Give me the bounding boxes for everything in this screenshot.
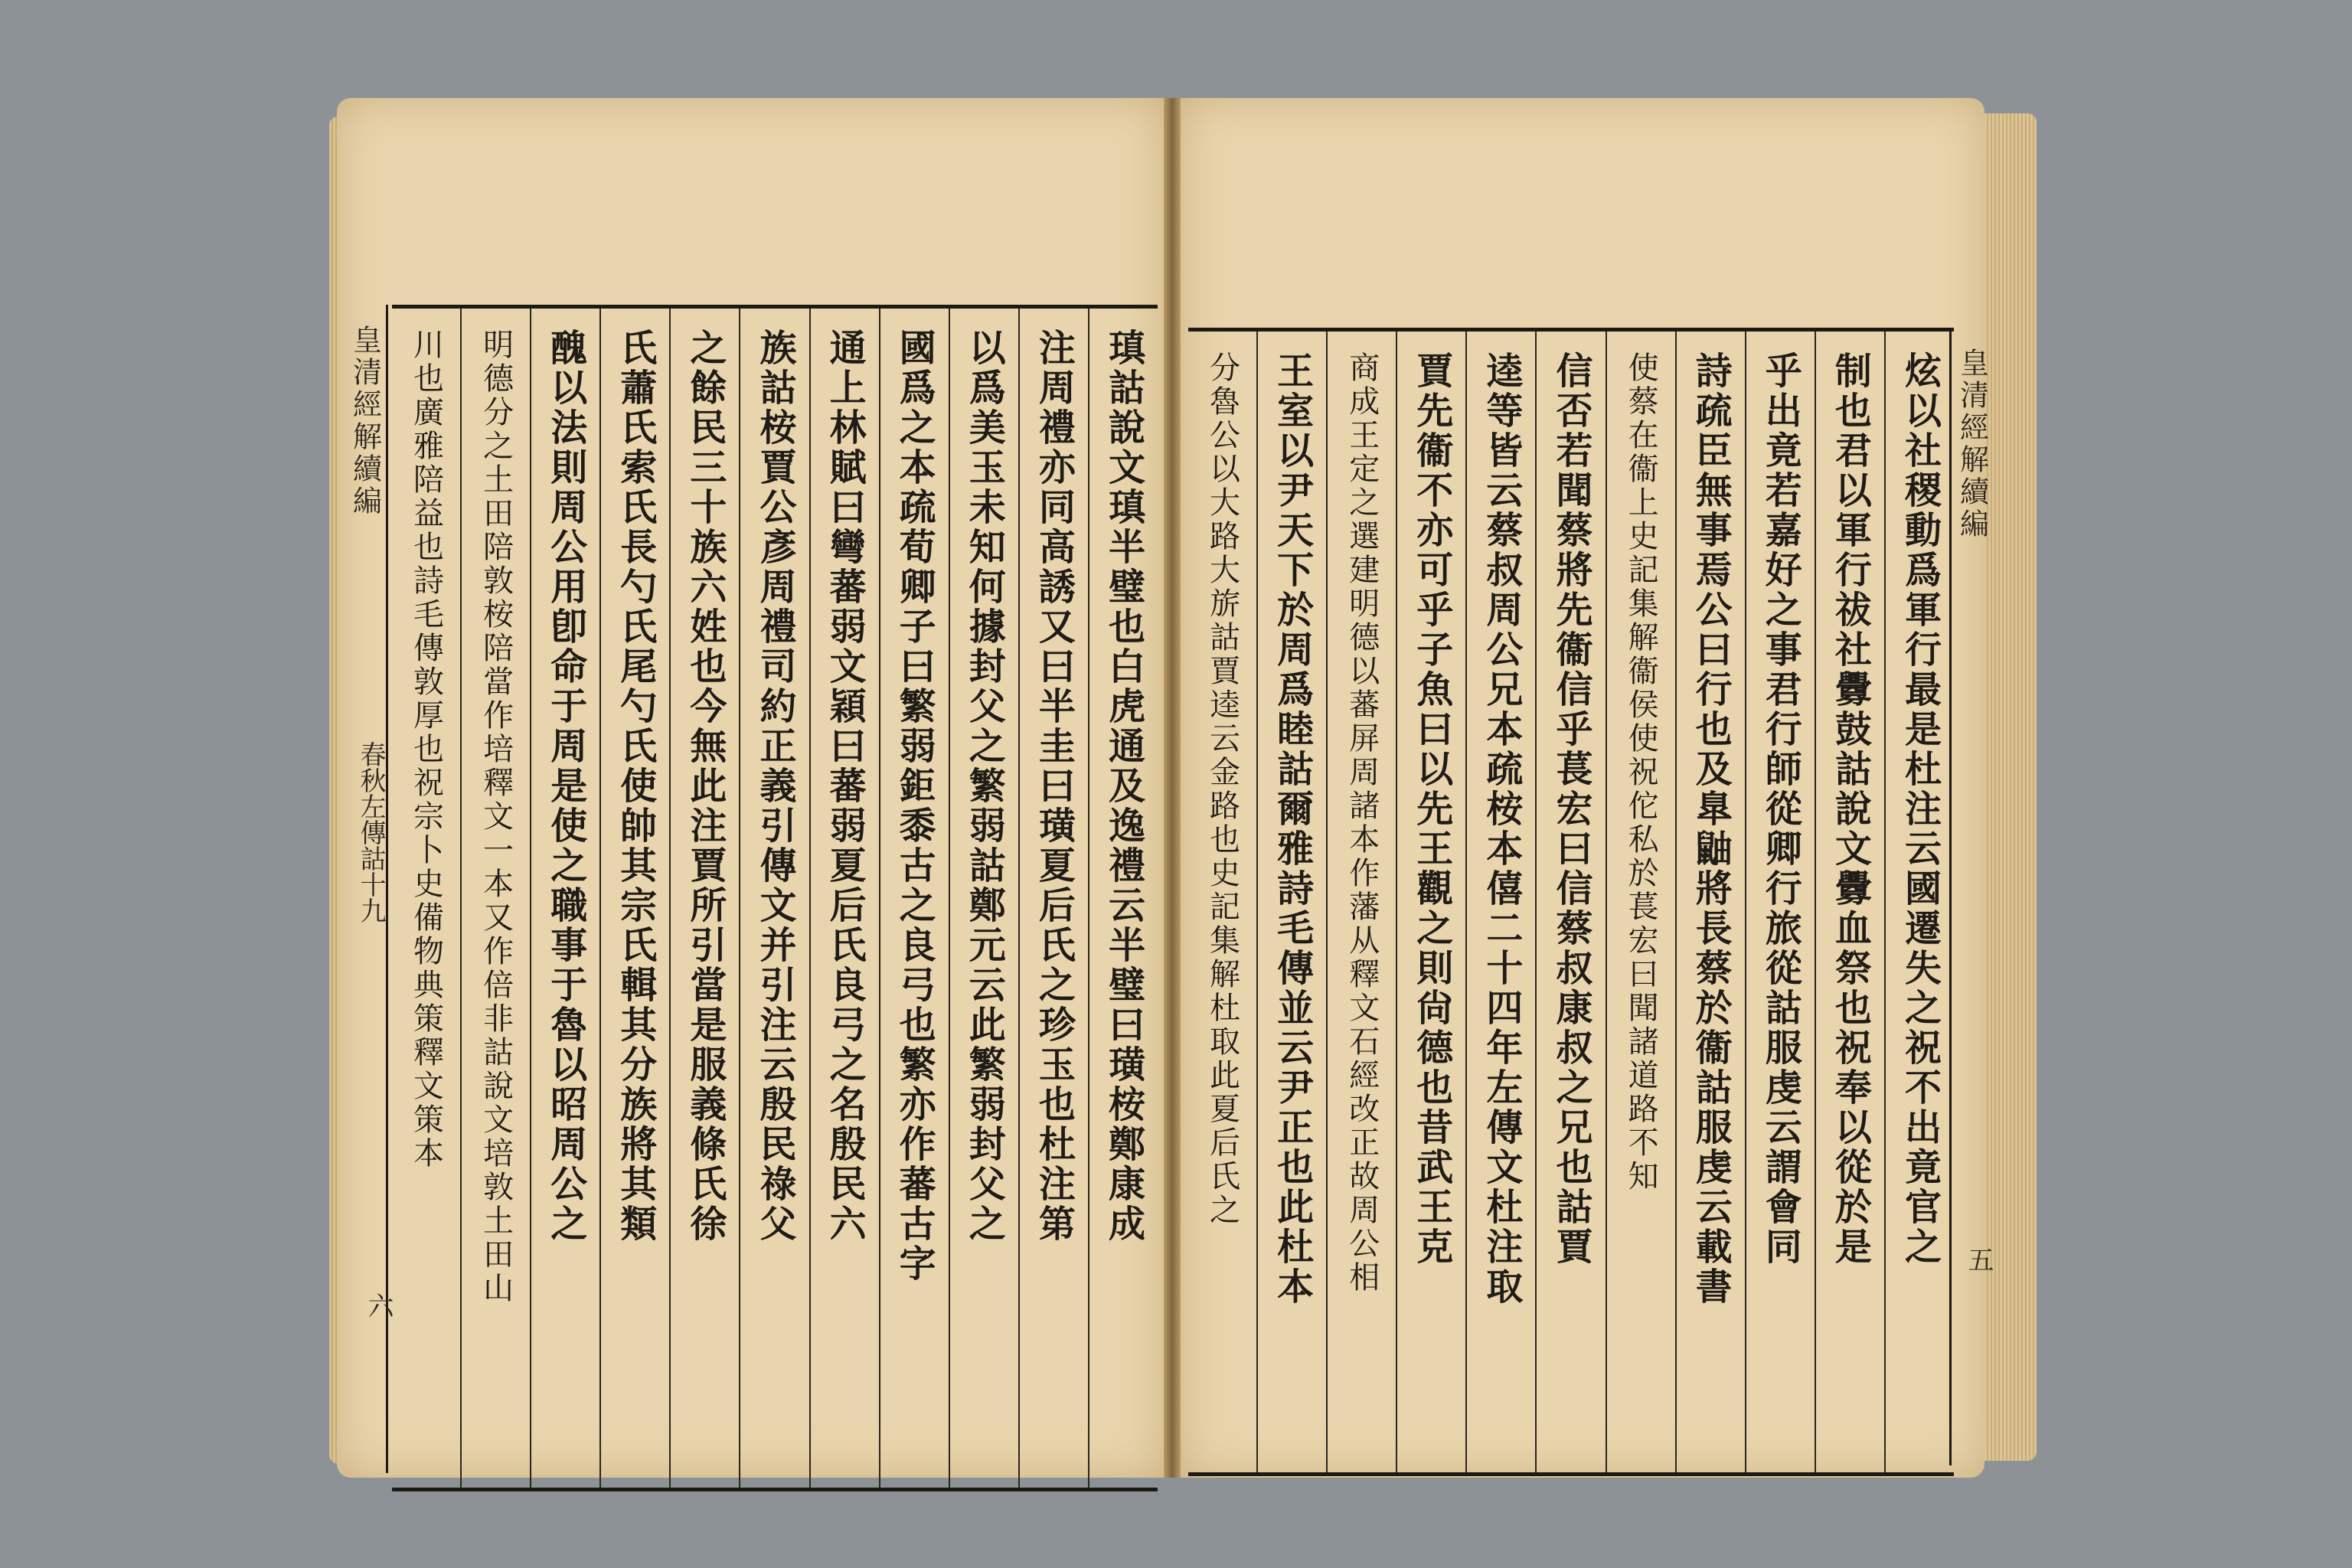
right_page-column: [1675, 332, 1745, 1472]
left_page-column-text: 族詁桉賈公彥周禮司約正義引傳文并引注云殷民祿父: [753, 328, 796, 1244]
left_page-column-text: 注周禮亦同高誘又曰半圭曰璜夏后氏之珍玉也杜注第: [1032, 328, 1076, 1244]
left_page-column: [809, 309, 879, 1488]
left_page-column: [530, 309, 599, 1488]
right-margin-title-text: 皇清經解續編: [1955, 348, 1989, 541]
right-margin-title: [1949, 328, 1993, 1465]
right_page-column: [1745, 332, 1815, 1472]
left_page-column-text: 國爲之本疏荀卿子曰繁弱鉅黍古之良弓也繁亦作蕃古字: [893, 328, 936, 1284]
left-margin-title-text: 皇清經解續編: [348, 325, 382, 518]
left_page-column-text: 醜以法則周公用卽命于周是使之職事于魯以昭周公之: [544, 328, 587, 1244]
right_page-column: [1606, 332, 1675, 1472]
right_page-column-text: 制也君以軍行祓社釁鼓詁說文釁血祭也祝奉以從於是: [1828, 351, 1872, 1267]
left_page-column-text: 之餘民三十族六姓也今無此注賈所引當是服義條氏徐: [683, 328, 727, 1244]
left_page-column-text: 川也廣雅陪益也詩毛傳敦厚也祝宗卜史備物典策釋文策本: [408, 328, 444, 1171]
open-book: [337, 98, 2006, 1478]
left_page-column: [879, 309, 949, 1488]
right-text-frame: [1188, 328, 1954, 1476]
right_page-column-text: 信否若聞蔡將先衞信乎萇宏曰信蔡叔康叔之兄也詁賈: [1549, 351, 1592, 1267]
right_page-column-text: 賈先衞不亦可乎子魚曰以先王觀之則尙德也昔武王克: [1410, 351, 1453, 1267]
left_page-column: [599, 309, 669, 1488]
right_page-column: [1815, 332, 1884, 1472]
right_page-column-text: 使蔡在衞上史記集解衞侯使祝佗私於萇宏曰聞諸道路不知: [1623, 351, 1659, 1194]
left_page-column: [460, 309, 530, 1488]
right_page-column: [1188, 332, 1256, 1472]
left-folio: 六: [363, 1292, 394, 1318]
right_page-column-text: 炫以社稷動爲軍行最是杜注云國遷失之祝不出竟官之: [1898, 351, 1942, 1267]
right_page-column: [1535, 332, 1605, 1472]
right_page-column-text: 乎出竟若嘉好之事君行師從卿行旅從詁服虔云謂會同: [1759, 351, 1802, 1267]
right_page-column: [1465, 332, 1535, 1472]
left_page-column: [1088, 309, 1158, 1488]
book-gutter: [1164, 98, 1181, 1478]
left_page-column-text: 以爲美玉未知何據封父之繁弱詁鄭元云此繁弱封父之: [962, 328, 1006, 1244]
left_page-column: [669, 309, 739, 1488]
right_page-column-text: 商成王定之選建明德以蕃屏周諸本作藩从釋文石經改正故周公相: [1344, 351, 1380, 1295]
right_page-column-text: 分魯公以大路大旂詁賈逵云金路也史記集解杜取此夏后氏之: [1204, 351, 1240, 1227]
right_page-column-text: 王室以尹天下於周爲睦詁爾雅詩毛傳並云尹正也此杜本: [1270, 351, 1314, 1307]
left_page-column-text: 氏蕭氏索氏長勺氏尾勺氏使帥其宗氏輯其分族將其類: [613, 328, 657, 1244]
right_page-column-text: 詩疏臣無事焉公曰行也及臯鼬將長蔡於衞詁服虔云載書: [1689, 351, 1733, 1307]
right_page-column-text: 逵等皆云蔡叔周公兄本疏桉本僖二十四年左傳文杜注取: [1479, 351, 1523, 1307]
right_page-column: [1256, 332, 1326, 1472]
right_page-column: [1884, 332, 1954, 1472]
left_page-column: [1018, 309, 1088, 1488]
left_page-column: [739, 309, 808, 1488]
left_page-column-text: 明德分之土田陪敦桉陪當作培釋文一本又作倍非詁說文培敦土田山: [478, 328, 514, 1305]
right-folio: 五: [1963, 1246, 1994, 1272]
right_page-column: [1396, 332, 1465, 1472]
left-margin-subtitle: 春秋左傳詁十九: [355, 741, 386, 923]
left-text-frame: [392, 305, 1158, 1491]
left_page-column-text: 瑱詁說文瑱半璧也白虎通及逸禮云半璧曰璜桉鄭康成: [1102, 328, 1145, 1244]
left_page-column: [392, 309, 460, 1488]
left_page-column-text: 通上林賦曰彎蕃弱文穎曰蕃弱夏后氏良弓之名殷民六: [823, 328, 867, 1244]
right_page-column: [1326, 332, 1396, 1472]
left_page-column: [949, 309, 1018, 1488]
